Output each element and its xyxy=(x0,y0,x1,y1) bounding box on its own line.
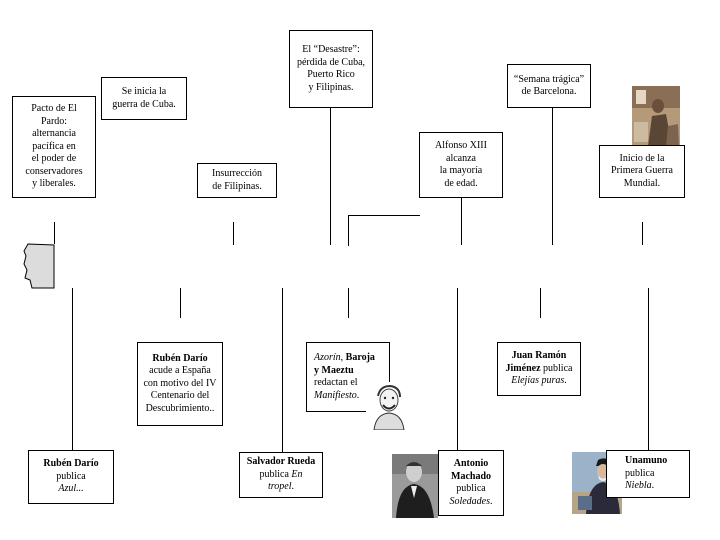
event-text-line: pérdida de Cuba, xyxy=(296,56,366,68)
author-name: Unamuno xyxy=(625,455,668,467)
conjunction: y xyxy=(314,364,322,376)
connector-line xyxy=(552,108,553,245)
connector-line xyxy=(180,288,181,318)
author-name: Jiménez xyxy=(505,362,541,374)
event-text-line: publica xyxy=(56,470,86,482)
event-text-line: El “Desastre”: xyxy=(302,44,360,55)
author-name: Antonio xyxy=(453,458,489,469)
event-text-line: de edad. xyxy=(444,177,478,189)
connector-line xyxy=(540,288,541,318)
connector-line xyxy=(282,288,283,452)
event-text-line: Primera Guerra xyxy=(611,165,673,177)
event-juan-ramon-jimenez xyxy=(497,342,581,396)
event-text-line: la mayoría xyxy=(439,165,483,176)
work-title: En xyxy=(291,468,303,480)
connector-line xyxy=(54,222,55,244)
event-text-line: redactan el xyxy=(314,377,358,388)
event-text-line: el poder de xyxy=(31,153,77,165)
event-text-line: con motivo del IV xyxy=(143,377,217,389)
event-text-line: y liberales. xyxy=(32,178,76,190)
event-text-line: Pardo: xyxy=(40,115,68,127)
punctuation: . xyxy=(356,389,360,401)
paper-scrap-graphic xyxy=(22,242,56,290)
event-text-line: conservadores xyxy=(25,165,83,177)
author-name: Maeztu xyxy=(321,364,354,376)
event-text-line: guerra de Cuba. xyxy=(112,98,176,110)
event-text-line: “Semana trágica” xyxy=(513,73,585,85)
event-text-line: Puerto Rico xyxy=(307,69,355,80)
connector-line xyxy=(642,222,643,245)
event-dario-espana xyxy=(137,342,223,426)
event-antonio-machado xyxy=(438,450,504,516)
event-text-line: Mundial. xyxy=(623,177,661,189)
event-text-line: pacífica en xyxy=(32,140,76,152)
event-text: publica xyxy=(540,362,573,374)
work-title: Niebla xyxy=(625,480,652,492)
event-text-line: publica xyxy=(456,483,486,494)
event-desastre xyxy=(289,30,373,108)
connector-line xyxy=(330,108,331,245)
event-text-line: Pacto de El xyxy=(31,103,77,115)
work-title: Soledades xyxy=(449,495,491,507)
event-text-line: alternancia xyxy=(32,128,76,140)
connector-line xyxy=(348,288,349,318)
event-text-line: Alfonso XIII xyxy=(435,140,487,151)
event-alfonso-xiii xyxy=(419,132,503,198)
event-dario-azul xyxy=(28,450,114,504)
punctuation: . xyxy=(651,480,655,492)
author-name: Rubén Darío xyxy=(43,458,99,470)
connector-line xyxy=(457,288,458,450)
event-text: publica xyxy=(259,468,289,480)
event-text-line: Insurrección xyxy=(212,168,262,179)
event-insurreccion-filipinas xyxy=(197,163,277,198)
author-name: Salvador Rueda xyxy=(246,456,316,468)
event-primera-guerra-mundial xyxy=(599,145,685,198)
event-text-line: Descubrimiento.. xyxy=(145,402,215,414)
work-title: tropel xyxy=(267,481,292,493)
event-text-line: alcanza xyxy=(446,152,476,164)
event-text-line: Inicio de la xyxy=(619,152,665,164)
author-name: Rubén Darío xyxy=(152,352,208,364)
portrait-sketch-image xyxy=(366,382,412,430)
author-name: Azorín xyxy=(314,352,341,363)
author-name: Machado xyxy=(451,470,491,482)
work-title: Azul... xyxy=(58,483,84,495)
connector-line xyxy=(348,215,349,246)
event-text-line: de Filipinas. xyxy=(212,180,262,192)
connector-line xyxy=(233,222,234,245)
event-text-line: acude a España xyxy=(149,365,211,377)
painting-image xyxy=(632,86,680,146)
punctuation: . xyxy=(564,375,567,387)
event-pacto-el-pardo xyxy=(12,96,96,198)
portrait-photo-machado xyxy=(392,454,438,518)
event-text-line: de Barcelona. xyxy=(521,86,577,97)
author-name: Juan Ramón xyxy=(511,350,567,362)
event-text-line: Se inicia la xyxy=(121,86,167,97)
connector-line xyxy=(648,288,649,450)
event-unamuno xyxy=(606,450,690,498)
event-text-line: y Filipinas. xyxy=(308,81,354,93)
punctuation: . xyxy=(490,495,493,507)
punctuation: . xyxy=(291,481,294,493)
event-guerra-cuba xyxy=(101,77,187,120)
connector-line xyxy=(461,198,462,245)
event-salvador-rueda xyxy=(239,452,323,498)
work-title: Elejías puras xyxy=(511,375,565,387)
separator: , xyxy=(340,352,346,363)
connector-line xyxy=(348,215,420,216)
author-name: Baroja xyxy=(345,352,375,363)
work-title: Manifiesto xyxy=(314,389,357,401)
event-semana-tragica xyxy=(507,64,591,108)
event-text-line: Centenario del xyxy=(150,390,210,402)
event-text-line: publica xyxy=(625,467,655,479)
connector-line xyxy=(72,288,73,450)
